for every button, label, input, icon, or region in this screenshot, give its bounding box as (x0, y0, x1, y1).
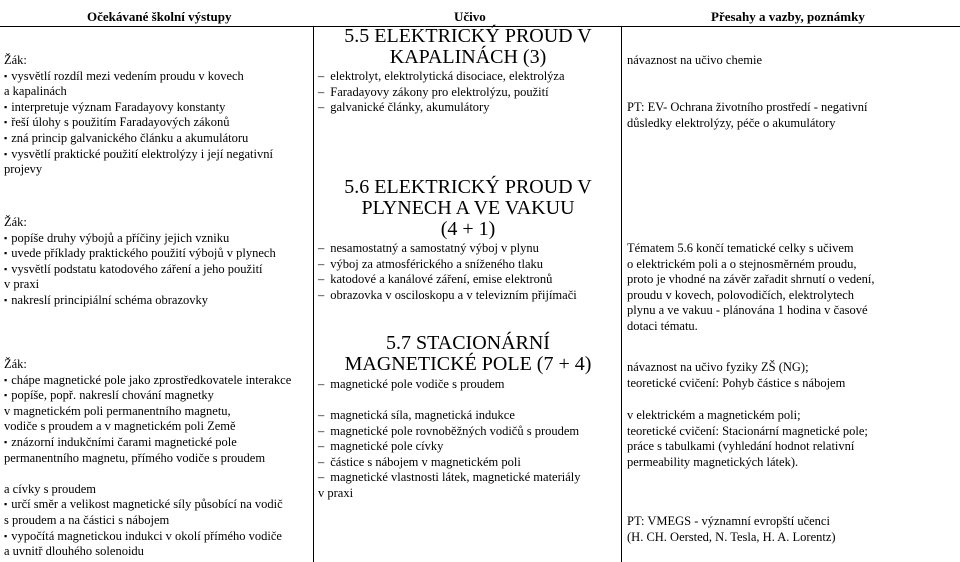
content-item: – elektrolyt, elektrolytická disociace, elektrolýza (318, 69, 618, 85)
relations-block (627, 241, 957, 335)
relation-text: dotaci tématu. (627, 318, 698, 333)
relation-text: návaznost na učivo fyziky ZŠ (NG); (627, 360, 809, 374)
outcome-item: v praxi (4, 277, 40, 292)
pupil-label: Žák: (4, 53, 27, 67)
relation-text: v elektrickém a magnetickém poli; (627, 408, 801, 422)
relations-block (627, 100, 957, 131)
content-item: – výboj za atmosférického a sníženého tlaku (318, 257, 618, 273)
outcome-item: projevy (4, 162, 43, 177)
content-item: – magnetické pole vodiče s proudem (318, 377, 618, 393)
content-item: – nesamostatný a samostatný výboj v plynu (318, 241, 618, 257)
content-item: – katodové a kanálové záření, emise elektronů (318, 272, 618, 288)
outcome-item: v magnetickém poli permanentního magnetu, (4, 403, 231, 418)
outcomes-section-1 (4, 53, 314, 178)
header-outcomes: Očekávané školní výstupy (87, 9, 232, 24)
relation-text: plynu a ve vakuu - plánována 1 hodina v časové (627, 303, 868, 318)
content-item: – magnetické pole rovnoběžných vodičů s proudem (318, 424, 618, 440)
outcome-item: ▪ vysvětlí rozdíl mezi vedením proudu v kovech (4, 69, 314, 85)
outcome-item: ▪ vysvětlí praktické použití elektrolýzy i její negativní (4, 147, 314, 163)
relation-text: návaznost na učivo chemie (627, 53, 763, 67)
outcome-item: ▪ interpretuje význam Faradayovy konstanty (4, 100, 314, 116)
topic-5-6-items (318, 241, 618, 303)
relation-text: důsledky elektrolýzy, péče o akumulátory (627, 115, 836, 130)
topic-5-5 (318, 26, 618, 68)
relation-text: PT: VMEGS - významní evropští učenci (627, 514, 830, 528)
header-relations: Přesahy a vazby, poznámky (711, 9, 865, 24)
relations-block (627, 408, 957, 470)
topic-title: MAGNETICKÉ POLE (7 + 4) (344, 353, 592, 375)
outcome-item: a uvnitř dlouhého solenoidu (4, 544, 144, 559)
relation-text: o elektrickém poli a o stejnosměrném proudu, (627, 256, 857, 271)
relation-text: PT: EV- Ochrana životního prostředí - negativní (627, 100, 868, 114)
outcome-item: ▪ chápe magnetické pole jako zprostředkovatele interakce (4, 373, 314, 389)
column-divider (621, 27, 622, 562)
topic-5-6 (318, 177, 618, 240)
pupil-label: Žák: (4, 215, 27, 229)
content-item: – Faradayovy zákony pro elektrolýzu, použití (318, 85, 618, 101)
outcome-item: ▪ popíše druhy výbojů a příčiny jejich vzniku (4, 231, 314, 247)
pupil-label: Žák: (4, 357, 27, 371)
content-item: v praxi (318, 485, 354, 500)
outcome-item: a cívky s proudem (4, 481, 96, 496)
outcomes-section-3 (4, 357, 314, 560)
content-item: – obrazovka v osciloskopu a v televizním přijímači (318, 288, 618, 304)
outcome-item: s proudem a na částici s nábojem (4, 512, 170, 527)
topic-5-7-items-b (318, 408, 618, 502)
outcome-item (4, 466, 314, 482)
topic-title: 5.5 ELEKTRICKÝ PROUD V (344, 25, 592, 47)
outcome-item: ▪ řeší úlohy s použitím Faradayových zákonů (4, 115, 314, 131)
outcome-item: a kapalinách (4, 84, 67, 99)
outcome-item: vodiče s proudem a v magnetickém poli Země (4, 419, 236, 434)
relation-text: (H. CH. Oersted, N. Tesla, H. A. Lorentz) (627, 529, 836, 544)
relations-block (627, 514, 957, 545)
content-item: – magnetické pole cívky (318, 439, 618, 455)
content-item: – magnetické vlastnosti látek, magnetické materiály (318, 470, 618, 486)
topic-title: 5.7 STACIONÁRNÍ (386, 332, 550, 354)
topic-5-5-items (318, 69, 618, 116)
content-item: – magnetická síla, magnetická indukce (318, 408, 618, 424)
outcome-item: ▪ určí směr a velikost magnetické síly působící na vodič (4, 497, 314, 513)
relation-text: proudu v kovech, polovodičích, elektrolytech (627, 287, 855, 302)
relation-text: práce s tabulkami (vyhledání hodnot relativní (627, 439, 855, 454)
topic-title: 5.6 ELEKTRICKÝ PROUD V (344, 176, 592, 198)
outcome-item: permanentního magnetu, přímého vodiče s proudem (4, 450, 266, 465)
table-header (0, 6, 960, 27)
topic-title: KAPALINÁCH (3) (389, 46, 547, 68)
relation-text: Tématem 5.6 končí tematické celky s učivem (627, 241, 854, 255)
relation-text: teoretické cvičení: Pohyb částice s nábojem (627, 375, 846, 390)
outcome-item: ▪ popíše, popř. nakreslí chování magnetky (4, 388, 314, 404)
outcomes-section-2 (4, 215, 314, 309)
topic-5-7 (318, 333, 618, 375)
topic-5-7-items-a (318, 377, 618, 393)
relation-text: teoretické cvičení: Stacionární magnetické pole; (627, 423, 868, 438)
header-content: Učivo (454, 9, 486, 24)
content-item: – částice s nábojem v magnetickém poli (318, 455, 618, 471)
relation-text: permeability magnetických látek). (627, 454, 799, 469)
topic-title: PLYNECH A VE VAKUU (361, 197, 575, 219)
outcome-item: ▪ zná princip galvanického článku a akumulátoru (4, 131, 314, 147)
relation-text: proto je vhodné na závěr zařadit shrnutí o vedení, (627, 272, 875, 287)
relations-block (627, 53, 957, 69)
outcome-item: ▪ uvede příklady praktického použití výbojů v plynech (4, 246, 314, 262)
topic-title: (4 + 1) (440, 218, 496, 240)
outcome-item: ▪ vypočítá magnetickou indukci v okolí přímého vodiče (4, 529, 314, 545)
relations-block (627, 360, 957, 391)
outcome-item: ▪ nakreslí principiální schéma obrazovky (4, 293, 314, 309)
content-item: – galvanické články, akumulátory (318, 100, 618, 116)
outcome-item: ▪ znázorní indukčními čarami magnetické pole (4, 435, 314, 451)
outcome-item: ▪ vysvětlí podstatu katodového záření a jeho použití (4, 262, 314, 278)
